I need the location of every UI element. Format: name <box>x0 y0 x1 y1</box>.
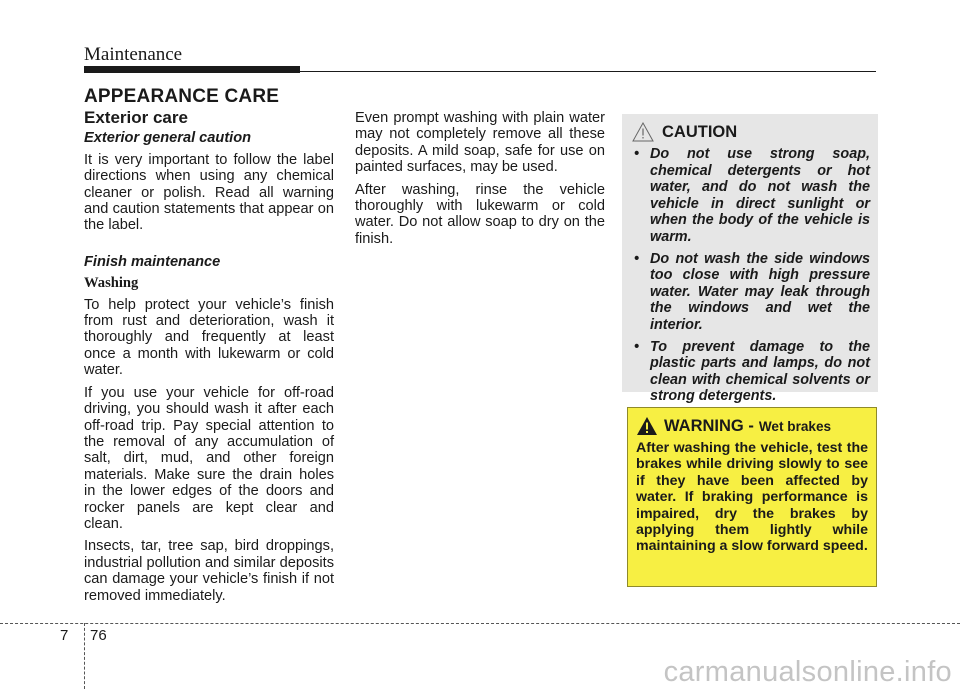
header-rule <box>300 71 876 72</box>
caution-list <box>632 146 870 405</box>
middle-column <box>355 110 605 253</box>
caution-item <box>632 251 870 334</box>
deposits-paragraph: Even prompt washing with plain water may not completely remove all these deposits. A mild soap, safe for use on painted surfaces, may be used. <box>355 110 605 176</box>
caution-item-text: Do not use strong soap, chemical detergents or hot water, and do not wash the vehicle in direct sunlight or when the body of the vehicle is warm. <box>650 146 870 245</box>
header-bar <box>84 66 300 73</box>
watermark: carmanualsonline.info <box>663 656 952 688</box>
caution-item <box>632 146 870 246</box>
caution-title: CAUTION <box>662 122 738 141</box>
washing-paragraph-3: Insects, tar, tree sap, bird droppings, industrial pollution and similar deposits can damage your vehicle’s finish if not removed immediately. <box>84 538 334 604</box>
caution-header <box>632 122 870 142</box>
washing-subheading: Washing <box>84 275 139 292</box>
footer-divider <box>84 623 85 689</box>
caution-item <box>632 339 870 405</box>
finish-maintenance-subheading: Finish maintenance <box>84 253 221 270</box>
warning-box <box>627 407 877 587</box>
warning-header <box>636 416 868 436</box>
warning-text: After washing the vehicle, test the brakes while driving slowly to see if they have been affected by water. If braking performance is impaired, dry the brakes by applying them lightly while maintaining a slow forward speed. <box>636 440 868 555</box>
header-title: Maintenance <box>84 44 183 65</box>
bullet: • <box>634 250 640 267</box>
page-number: 76 <box>90 627 107 644</box>
footer-rule <box>0 623 960 624</box>
warning-triangle-filled-icon <box>636 416 658 436</box>
rinse-paragraph: After washing, rinse the vehicle thoroughly with lukewarm or cold water. Do not allow soap to dry on the finish. <box>355 181 605 247</box>
exterior-general-caution-subheading: Exterior general caution <box>84 130 252 147</box>
warning-triangle-outline-icon <box>632 122 654 142</box>
caution-item-text: Do not wash the side windows too close with high pressure water. Water may leak through the windows and wet the interior. <box>650 250 870 333</box>
chapter-number: 7 <box>60 627 69 644</box>
warning-subtitle: Wet brakes <box>758 418 832 434</box>
bullet: • <box>634 146 640 162</box>
caution-item-text: To prevent damage to the plastic parts and lamps, do not clean with chemical solvents or strong detergents. <box>650 338 870 405</box>
section-title: APPEARANCE CARE <box>84 86 280 107</box>
label-directions-paragraph: It is very important to follow the label directions when using any chemical cleaner or polish. Read all warning and caution statements that appear on the label. <box>84 151 334 234</box>
caution-box <box>622 114 878 405</box>
left-column <box>84 110 334 610</box>
warning-title: WARNING - <box>664 416 754 435</box>
washing-paragraph-2: If you use your vehicle for off-road driving, you should wash it after each off-road trip. Pay special attention to the removal of any accumulation of salt, dirt, mud, and other foreign materials. Make sure the drain holes in the lower edges of the doors and rocker panels are kept clear and clean. <box>84 384 334 532</box>
washing-paragraph-1: To help protect your vehicle’s finish from rust and deterioration, wash it thoroughly and frequently at least once a month with lukewarm or cold water. <box>84 296 334 379</box>
exterior-care-heading: Exterior care <box>84 108 188 127</box>
bullet: • <box>634 338 640 355</box>
